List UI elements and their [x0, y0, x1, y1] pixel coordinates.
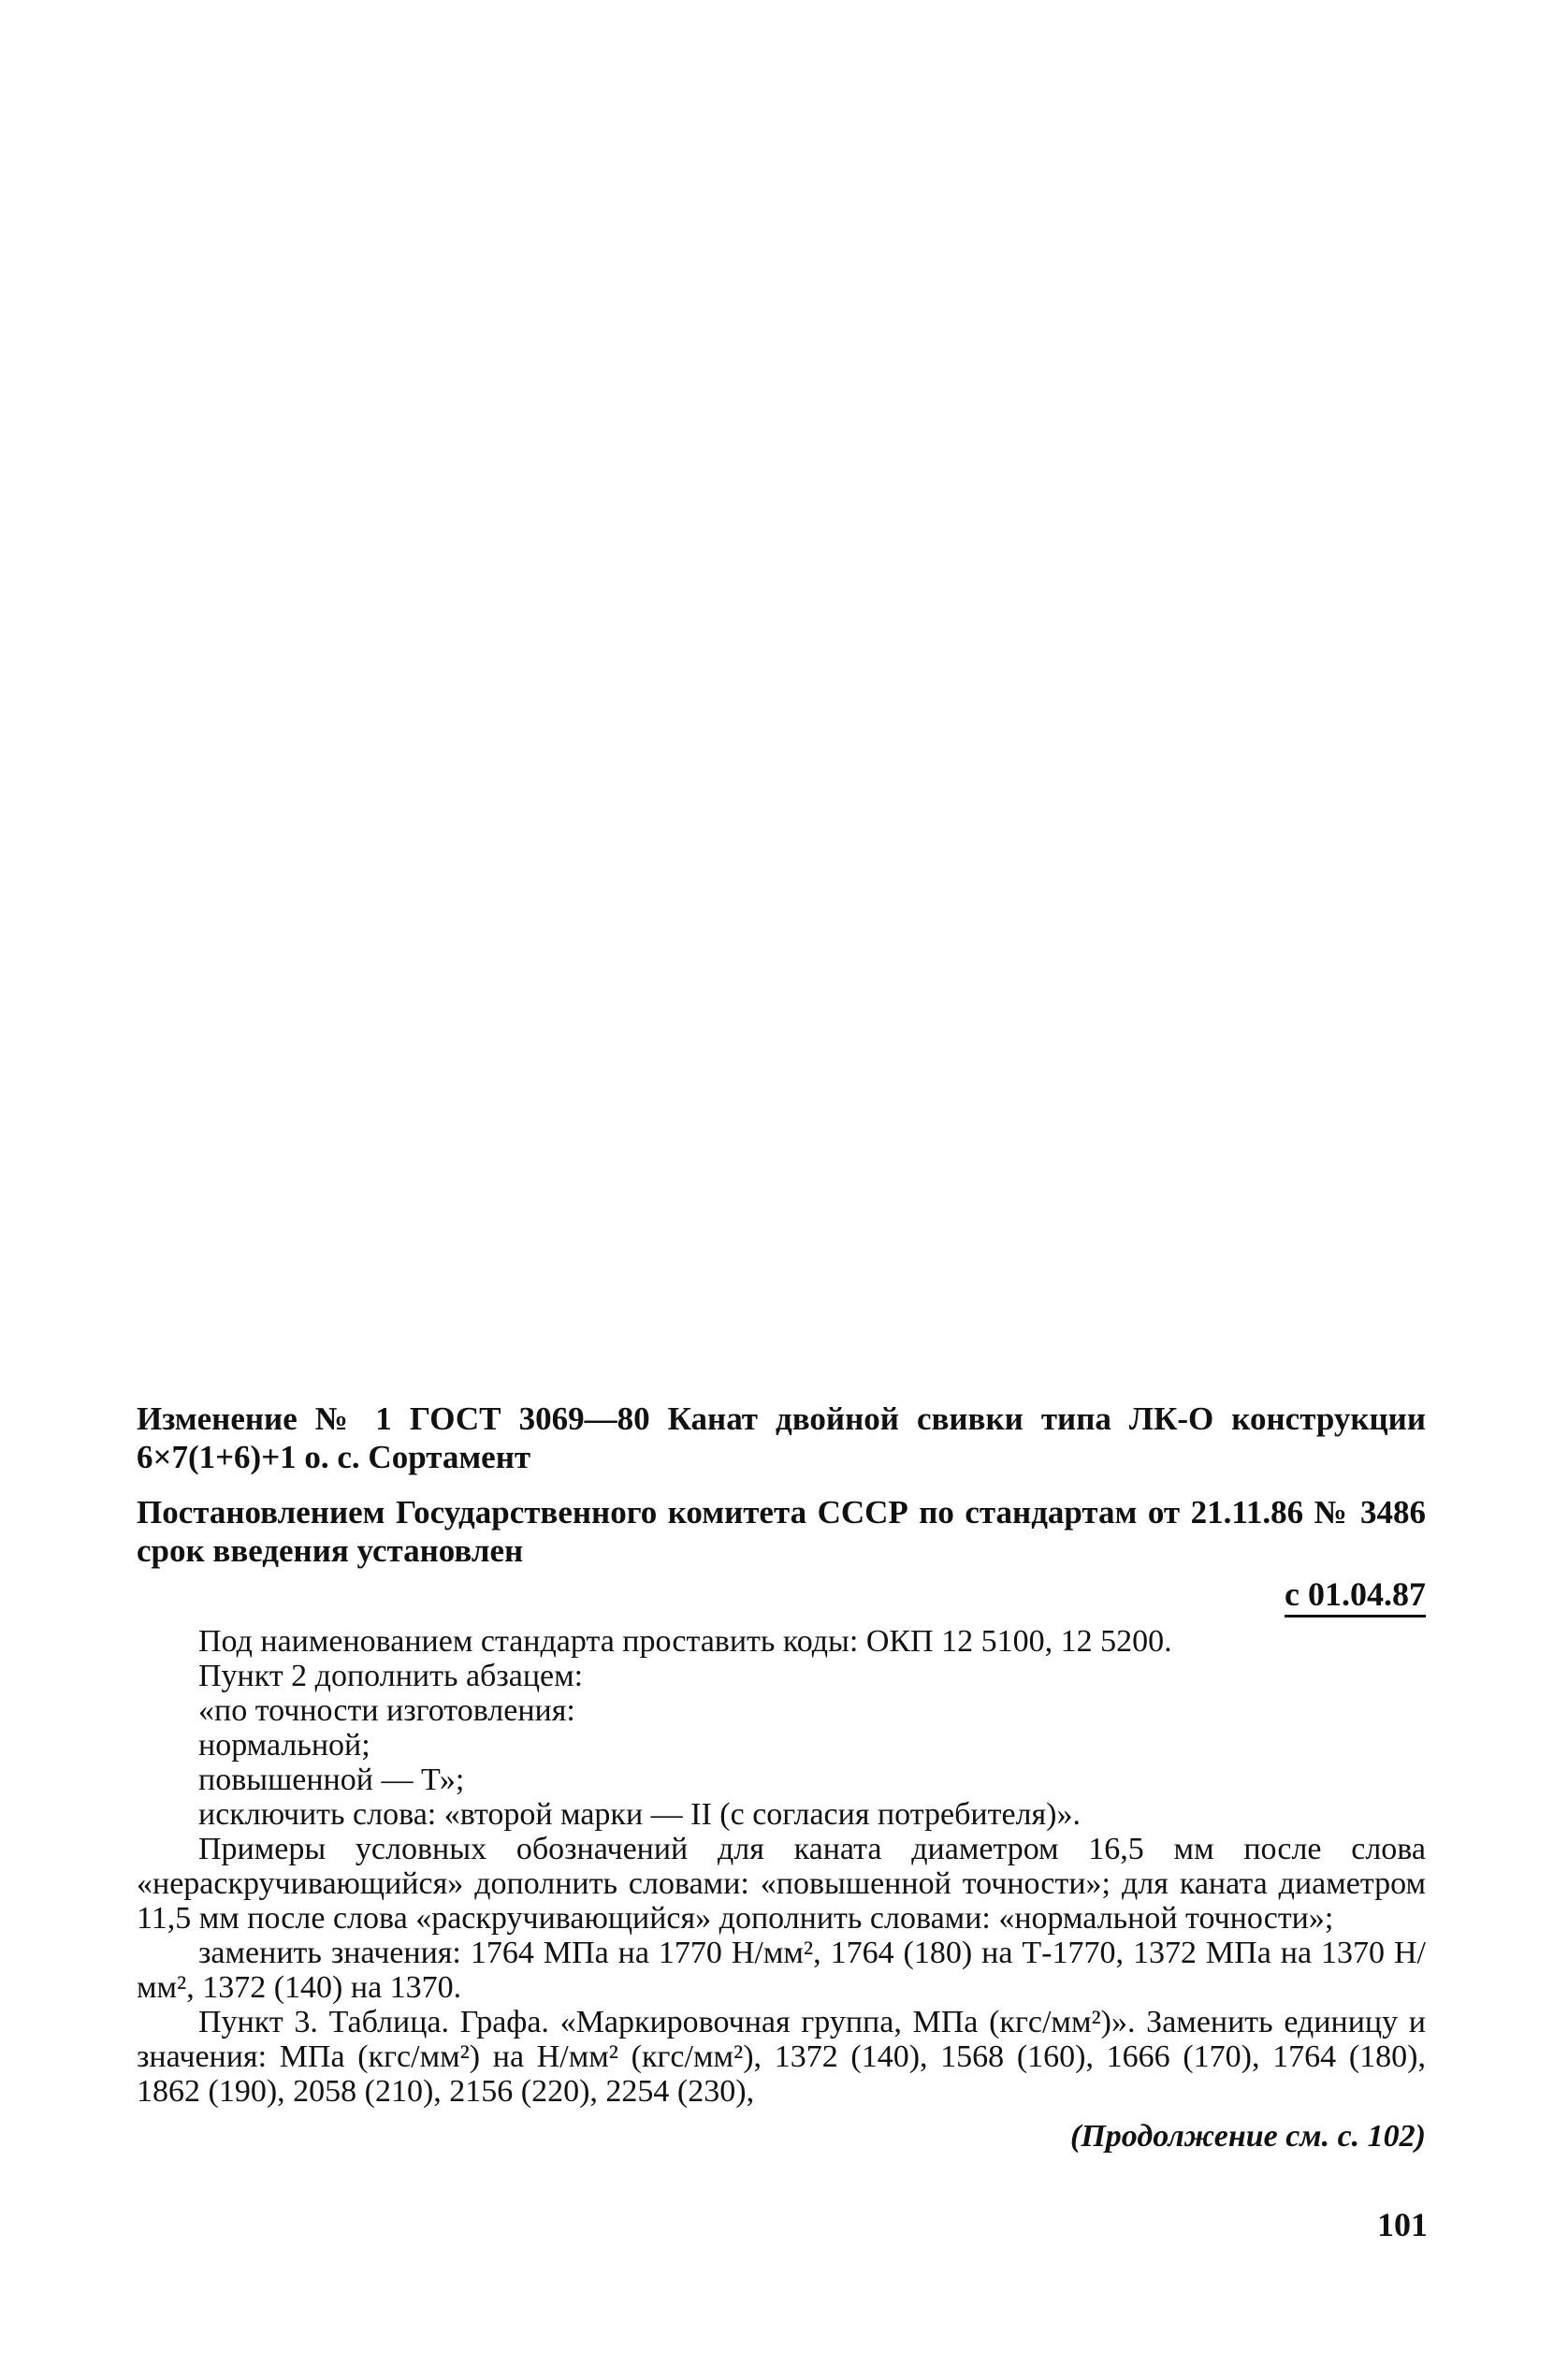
amendment-header: Изменение № 1 ГОСТ 3069—80 Канат двойной свивки типа ЛК-О конструкции 6×7(1+6)+1 о. с. Сортамент: [137, 1400, 1426, 1475]
document-content: [137, 1400, 1426, 2155]
paragraph-increased: повышенной — Т»;: [198, 1763, 465, 1797]
paragraph-item-2: Пункт 2 дополнить абзацем:: [198, 1659, 584, 1693]
paragraph-codes: Под наименованием стандарта проставить коды: ОКП 12 5100, 12 5200.: [198, 1624, 1172, 1659]
paragraph-exclude: исключить слова: «второй марки — II (с согласия потребителя)».: [198, 1797, 1081, 1832]
paragraph-replace-values: заменить значения: 1764 МПа на 1770 Н/мм², 1764 (180) на Т-1770, 1372 МПа на 1370 Н/мм², 1372 (140) на 1370.: [137, 1936, 1426, 2005]
continuation-note: (Продолжение см. с. 102): [1070, 2119, 1426, 2154]
decree-statement: Постановлением Государственного комитета СССР по стандартам от 21.11.86 № 3486 срок введения установлен: [137, 1494, 1426, 1569]
paragraph-item-3: Пункт 3. Таблица. Графа. «Маркировочная группа, МПа (кгс/мм²)». Заменить единицу и значения: МПа (кгс/мм²) на Н/мм² (кгс/мм²), 1372 (140), 1568 (160), 1666 (170), 1764 (180), 1862 (190), 2058 (210), 2156 (220), 2254 (230),: [137, 2005, 1426, 2109]
effective-date: с 01.04.87: [1285, 1575, 1426, 1618]
amendment-body: [137, 1624, 1426, 2109]
page-number: 101: [1377, 2206, 1428, 2243]
paragraph-normal: нормальной;: [198, 1728, 370, 1763]
paragraph-examples: Примеры условных обозначений для каната диаметром 16,5 мм после слова «нераскручивающийся» дополнить словами: «повышенной точности»; для каната диаметром 11,5 мм после слова «раскручивающийся» дополнить словами: «нормальной точности»;: [137, 1832, 1426, 1936]
paragraph-accuracy-intro: «по точности изготовления:: [198, 1693, 575, 1728]
effective-date-row: [137, 1575, 1426, 1617]
